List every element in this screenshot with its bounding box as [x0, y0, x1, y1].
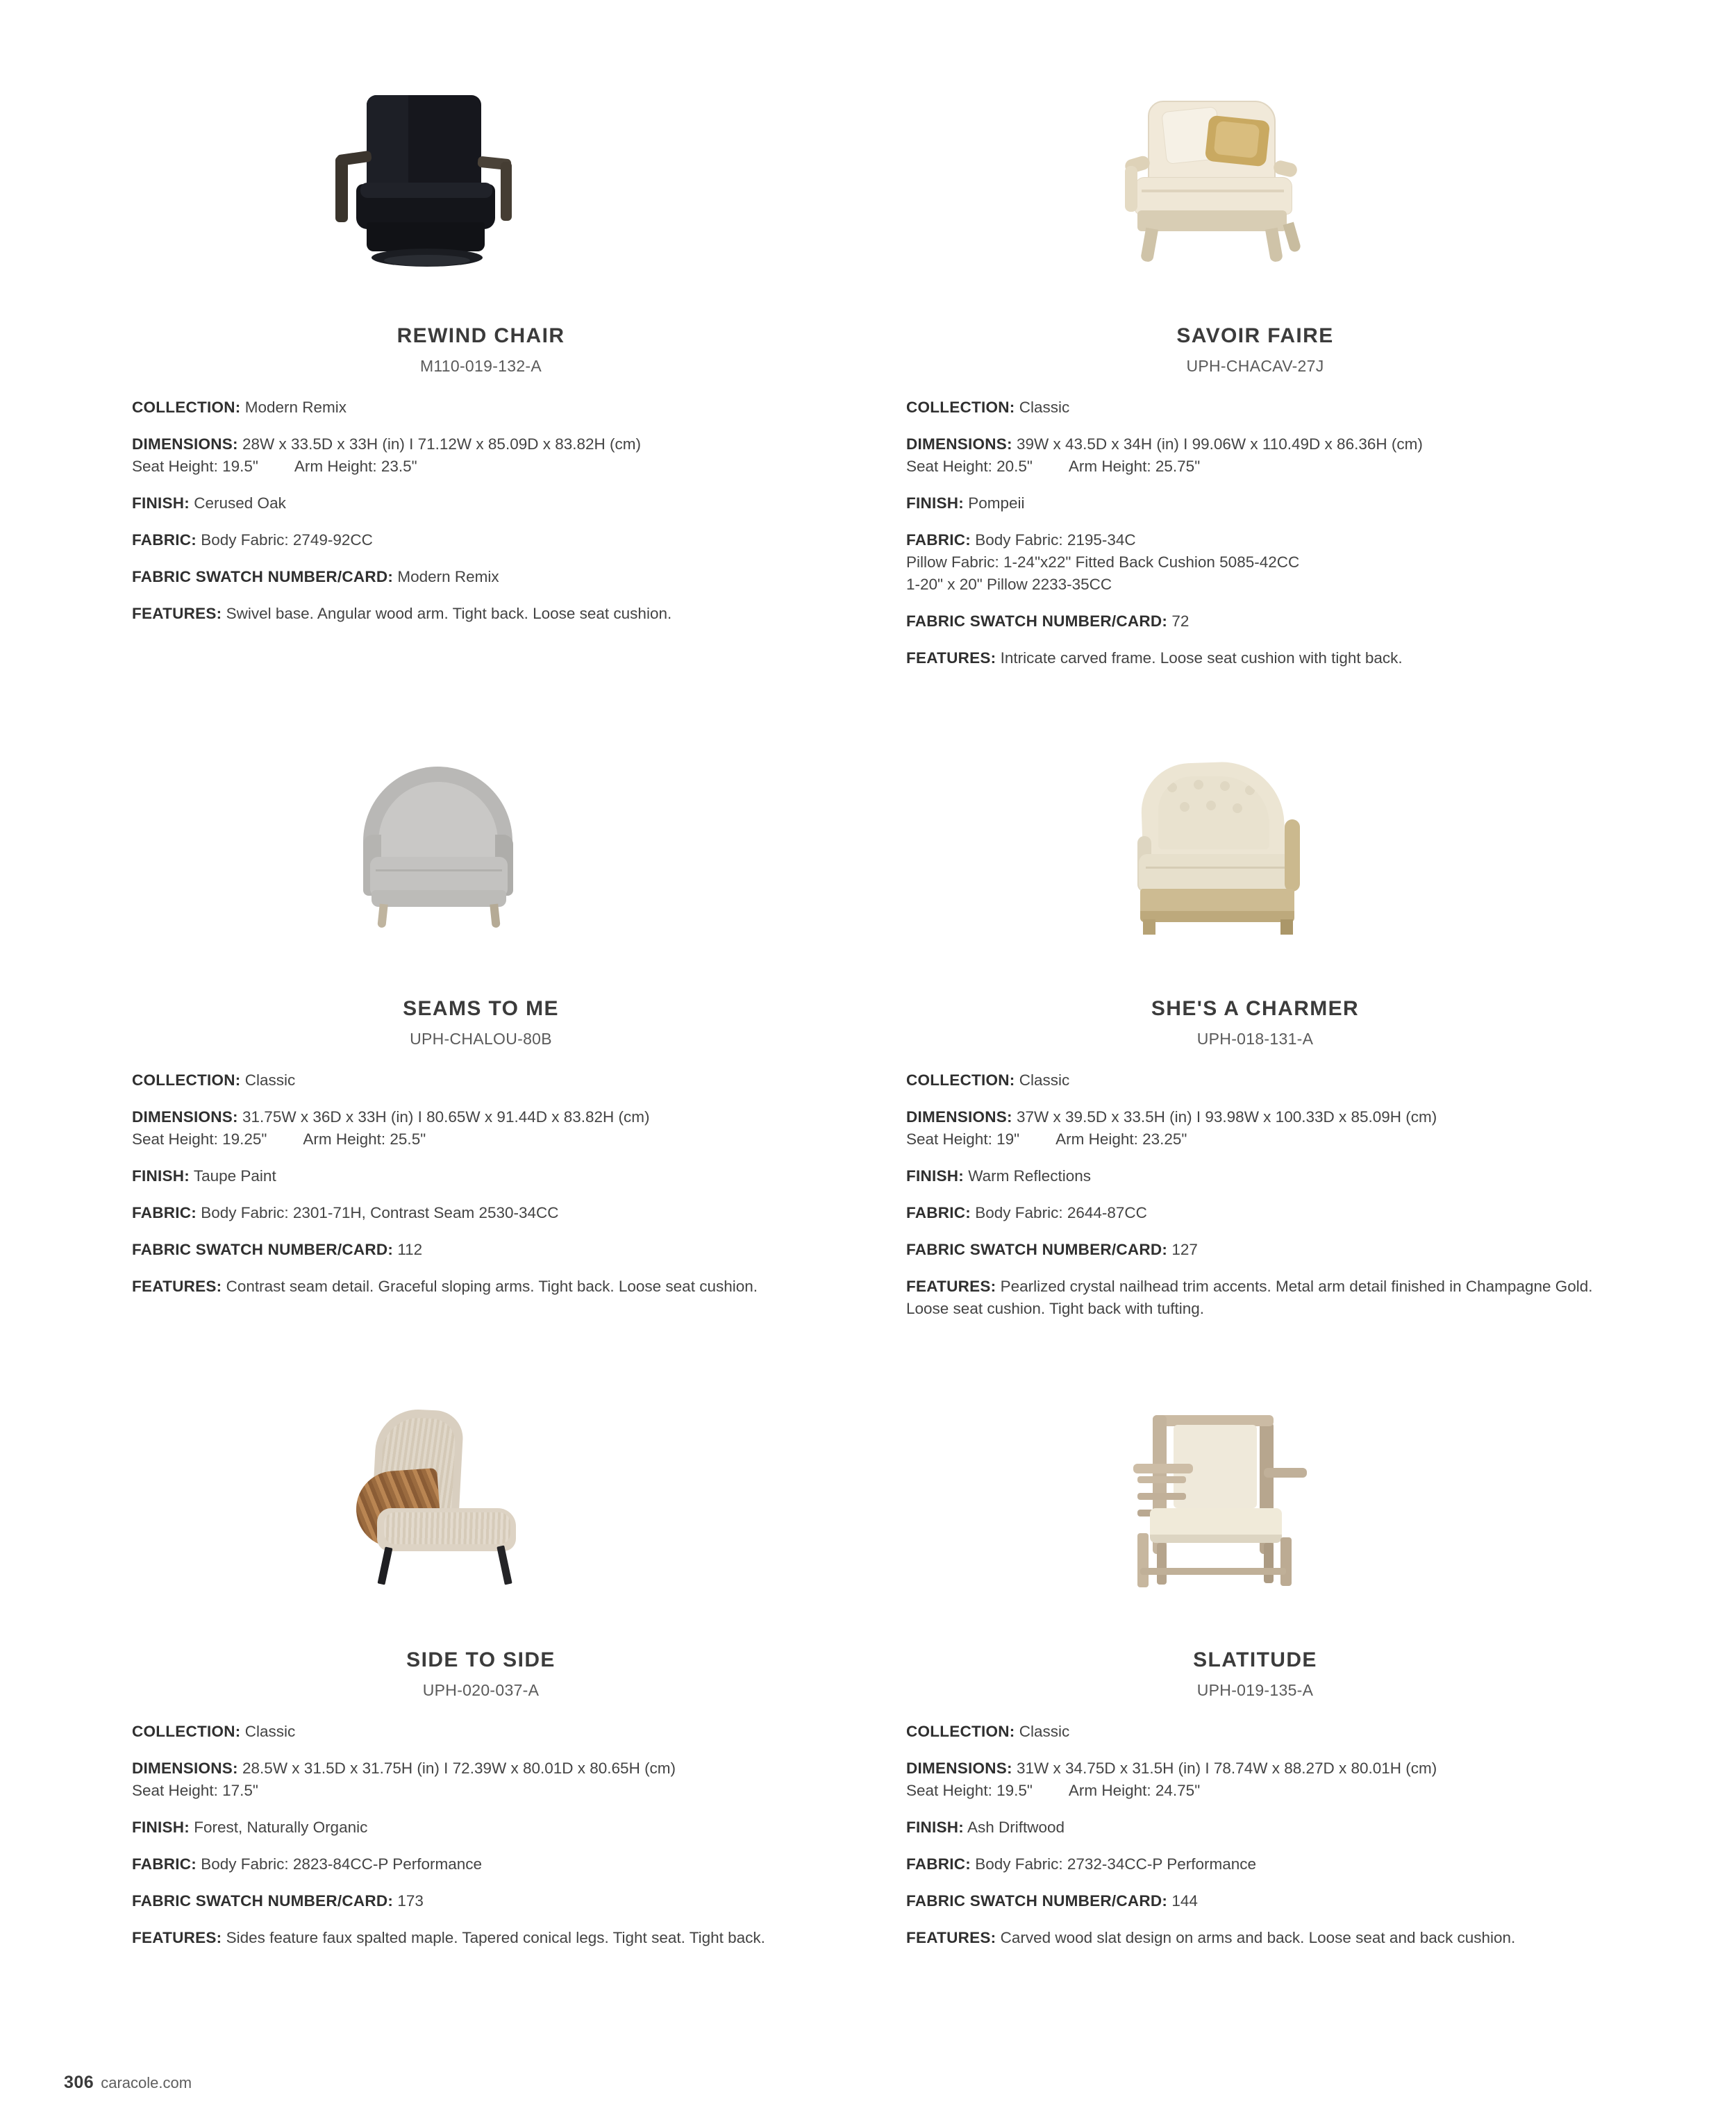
swatch-value: Modern Remix	[397, 567, 499, 585]
product-card-rewind-chair	[132, 0, 830, 683]
arm-height-value: Arm Height: 24.75"	[1068, 1781, 1201, 1799]
seat-seam-icon	[1146, 867, 1288, 869]
carved-apron-icon	[1137, 210, 1287, 231]
dimensions-value: 31W x 34.75D x 31.5H (in) I 78.74W x 88.27D x 80.01H (cm)	[1017, 1759, 1437, 1777]
chair-base-lower-icon	[1140, 911, 1294, 922]
chair-leg-rear-right-icon	[1264, 1543, 1274, 1583]
website-url: caracole.com	[101, 2074, 192, 2091]
features-value: Intricate carved frame. Loose seat cushion with tight back.	[1000, 649, 1403, 667]
dimensions-label: DIMENSIONS:	[132, 1108, 238, 1126]
seat-height-value: Seat Height: 19.5"	[906, 1781, 1033, 1799]
seat-height-value: Seat Height: 19.25"	[132, 1130, 267, 1148]
chair-leg-front-right-icon	[1280, 1537, 1292, 1586]
product-sku: UPH-CHALOU-80B	[410, 1030, 552, 1049]
chair-arm-front-icon	[335, 156, 348, 222]
fabric-label: FABRIC:	[132, 1855, 197, 1873]
finish-label: FINISH:	[132, 1818, 190, 1836]
collection-value: Classic	[1019, 1071, 1070, 1089]
fabric-value: Body Fabric: 2644-87CC	[975, 1204, 1147, 1222]
features-value: Pearlized crystal nailhead trim accents. Metal arm detail finished in Champagne Gold. Loose seat cushion. Tight back with tufting.	[906, 1278, 1593, 1317]
dimensions-value: 28.5W x 31.5D x 31.75H (in) I 72.39W x 80.01D x 80.65H (cm)	[242, 1759, 676, 1777]
product-specs	[906, 1069, 1604, 1320]
seams-to-me-photo	[132, 739, 830, 968]
chair-leg-left-icon	[377, 904, 387, 928]
swatch-value: 144	[1171, 1891, 1198, 1910]
page-footer	[64, 2073, 192, 2093]
fabric-extra-line-2: 1-20" x 20" Pillow 2233-35CC	[906, 575, 1112, 593]
gold-pillow-highlight-icon	[1213, 121, 1260, 158]
fabric-value: Body Fabric: 2749-92CC	[201, 530, 373, 549]
finish-value: Cerused Oak	[194, 494, 286, 512]
finish-label: FINISH:	[132, 494, 190, 512]
product-sku: M110-019-132-A	[419, 357, 542, 375]
chair-leg-left-icon	[377, 1546, 392, 1585]
dimensions-label: DIMENSIONS:	[132, 1759, 238, 1777]
swatch-value: 72	[1171, 612, 1190, 630]
product-sku: UPH-019-135-A	[1196, 1680, 1314, 1699]
chair-seat-icon	[1139, 854, 1295, 892]
chair-seat-texture-icon	[384, 1512, 510, 1544]
finish-value: Ash Driftwood	[967, 1818, 1065, 1836]
product-sku: UPH-020-037-A	[422, 1680, 540, 1699]
dimensions-value: 39W x 43.5D x 34H (in) I 99.06W x 110.49D x 86.36H (cm)	[1017, 435, 1423, 453]
swatch-value: 112	[397, 1241, 423, 1259]
chair-leg-right-icon	[496, 1545, 512, 1585]
features-value: Sides feature faux spalted maple. Tapered conical legs. Tight seat. Tight back.	[226, 1928, 765, 1946]
dimensions-value: 37W x 39.5D x 33.5H (in) I 93.98W x 100.33D x 85.09H (cm)	[1017, 1108, 1437, 1126]
fabric-label: FABRIC:	[132, 530, 197, 549]
chair-arm-left-icon	[1133, 1464, 1193, 1473]
dimensions-value: 28W x 33.5D x 33H (in) I 71.12W x 85.09D x 83.82H (cm)	[242, 435, 642, 453]
chair-leg-right-icon	[490, 904, 500, 928]
arm-slat-1-icon	[1137, 1476, 1186, 1483]
chair-leg-front-left-icon	[1137, 1533, 1149, 1587]
chair-front-panel-icon	[372, 890, 506, 907]
chair-back-shade-icon	[367, 95, 408, 196]
chair-seat-top-icon	[360, 183, 492, 198]
product-row-3	[132, 1335, 1604, 1964]
features-value: Swivel base. Angular wood arm. Tight back. Loose seat cushion.	[226, 604, 672, 622]
collection-value: Classic	[244, 1071, 296, 1089]
finish-label: FINISH:	[906, 494, 964, 512]
features-value: Contrast seam detail. Graceful sloping arms. Tight back. Loose seat cushion.	[226, 1278, 758, 1296]
finish-label: FINISH:	[906, 1818, 964, 1836]
product-title: SLATITUDE	[1193, 1648, 1317, 1671]
seat-seam-icon	[1142, 190, 1284, 192]
fabric-extra-line-1: Pillow Fabric: 1-24"x22" Fitted Back Cushion 5085-42CC	[906, 553, 1300, 571]
product-card-seams-to-me	[132, 683, 830, 1335]
chair-seat-icon	[1135, 177, 1292, 215]
product-specs	[906, 396, 1604, 669]
swatch-label: FABRIC SWATCH NUMBER/CARD:	[132, 567, 394, 585]
collection-value: Modern Remix	[244, 399, 347, 416]
collection-label: COLLECTION:	[906, 399, 1015, 416]
seat-height-value: Seat Height: 19"	[906, 1130, 1020, 1148]
chair-leg-right-icon	[1265, 228, 1283, 262]
chair-arm-front-right-icon	[501, 162, 512, 221]
fabric-value: Body Fabric: 2195-34C	[975, 530, 1136, 549]
chair-leg-rear-left-icon	[1157, 1543, 1167, 1585]
swatch-value: 127	[1171, 1241, 1198, 1259]
product-specs	[132, 1069, 830, 1298]
features-label: FEATURES:	[132, 1278, 222, 1296]
chair-leg-rear-right-icon	[1283, 222, 1301, 253]
fabric-label: FABRIC:	[906, 530, 971, 549]
product-row-1	[132, 0, 1604, 683]
swatch-label: FABRIC SWATCH NUMBER/CARD:	[132, 1891, 394, 1910]
leg-stretcher-icon	[1140, 1568, 1286, 1575]
seat-height-value: Seat Height: 17.5"	[132, 1781, 258, 1799]
finish-label: FINISH:	[906, 1167, 964, 1185]
dimensions-label: DIMENSIONS:	[132, 435, 238, 453]
arm-height-value: Arm Height: 25.5"	[303, 1130, 426, 1148]
product-title: SIDE TO SIDE	[406, 1648, 556, 1671]
fabric-label: FABRIC:	[132, 1204, 197, 1222]
seat-shadow-icon	[1150, 1535, 1282, 1543]
features-label: FEATURES:	[906, 1278, 996, 1296]
fabric-value: Body Fabric: 2301-71H, Contrast Seam 2530-34CC	[201, 1204, 559, 1222]
product-card-shes-a-charmer	[906, 683, 1604, 1335]
chair-arm-front-icon	[1125, 166, 1137, 212]
fabric-value: Body Fabric: 2732-34CC-P Performance	[975, 1855, 1257, 1873]
features-value: Carved wood slat design on arms and back. Loose seat and back cushion.	[1000, 1928, 1516, 1946]
shes-a-charmer-photo	[906, 739, 1604, 968]
features-label: FEATURES:	[906, 649, 996, 667]
tufted-back-icon	[1158, 776, 1269, 849]
dimensions-label: DIMENSIONS:	[906, 1108, 1012, 1126]
dimensions-label: DIMENSIONS:	[906, 1759, 1012, 1777]
slatitude-photo	[906, 1390, 1604, 1619]
chair-arm-right-icon	[1272, 159, 1299, 178]
product-card-side-to-side	[132, 1335, 830, 1964]
savoir-faire-photo	[906, 66, 1604, 295]
chair-swivel-base-inner-icon	[384, 255, 470, 266]
collection-label: COLLECTION:	[906, 1722, 1015, 1740]
chair-leg-left-icon	[1140, 228, 1158, 262]
product-title: SAVOIR FAIRE	[1176, 324, 1334, 347]
product-sku: UPH-CHACAV-27J	[1186, 357, 1324, 375]
features-label: FEATURES:	[132, 604, 222, 622]
product-specs	[132, 396, 830, 625]
collection-value: Classic	[1019, 1722, 1070, 1740]
metal-arm-detail-icon	[1285, 819, 1300, 892]
finish-value: Taupe Paint	[193, 1167, 276, 1185]
product-specs	[906, 1721, 1604, 1949]
finish-value: Pompeii	[968, 494, 1025, 512]
seat-height-value: Seat Height: 20.5"	[906, 457, 1033, 475]
finish-label: FINISH:	[132, 1167, 190, 1185]
product-title: SHE'S A CHARMER	[1151, 997, 1360, 1021]
collection-value: Classic	[244, 1722, 296, 1740]
finish-value: Warm Reflections	[968, 1167, 1091, 1185]
chair-leg-left-icon	[1143, 919, 1155, 935]
chair-leg-right-icon	[1280, 919, 1293, 935]
product-title: REWIND CHAIR	[397, 324, 565, 347]
fabric-value: Body Fabric: 2823-84CC-P Performance	[201, 1855, 483, 1873]
product-title: SEAMS TO ME	[403, 997, 559, 1021]
dimensions-label: DIMENSIONS:	[906, 435, 1012, 453]
swatch-label: FABRIC SWATCH NUMBER/CARD:	[906, 1241, 1168, 1259]
collection-value: Classic	[1019, 399, 1070, 416]
contrast-seam-icon	[376, 869, 502, 871]
side-to-side-photo	[132, 1390, 830, 1619]
product-row-2	[132, 683, 1604, 1335]
page-number: 306	[64, 2073, 94, 2092]
finish-value: Forest, Naturally Organic	[194, 1818, 368, 1836]
product-card-savoir-faire	[906, 0, 1604, 683]
features-label: FEATURES:	[906, 1928, 996, 1946]
arm-height-value: Arm Height: 23.25"	[1055, 1130, 1187, 1148]
collection-label: COLLECTION:	[132, 399, 241, 416]
collection-label: COLLECTION:	[906, 1071, 1015, 1089]
swatch-label: FABRIC SWATCH NUMBER/CARD:	[906, 1891, 1168, 1910]
swatch-label: FABRIC SWATCH NUMBER/CARD:	[906, 612, 1168, 630]
arm-height-value: Arm Height: 25.75"	[1068, 457, 1201, 475]
dimensions-value: 31.75W x 36D x 33H (in) I 80.65W x 91.44D x 83.82H (cm)	[242, 1108, 650, 1126]
fabric-label: FABRIC:	[906, 1855, 971, 1873]
arm-height-value: Arm Height: 23.5"	[294, 457, 417, 475]
collection-label: COLLECTION:	[132, 1071, 241, 1089]
features-label: FEATURES:	[132, 1928, 222, 1946]
swatch-label: FABRIC SWATCH NUMBER/CARD:	[132, 1241, 394, 1259]
product-sku: UPH-018-131-A	[1196, 1030, 1314, 1049]
product-card-slatitude	[906, 1335, 1604, 1964]
arm-slat-2-icon	[1137, 1493, 1186, 1500]
swatch-value: 173	[397, 1891, 424, 1910]
product-specs	[132, 1721, 830, 1949]
chair-skirt-icon	[367, 222, 485, 251]
chair-arm-right-icon	[1264, 1468, 1307, 1478]
collection-label: COLLECTION:	[132, 1722, 241, 1740]
rewind-chair-photo	[132, 66, 830, 295]
seat-height-value: Seat Height: 19.5"	[132, 457, 258, 475]
fabric-label: FABRIC:	[906, 1204, 971, 1222]
